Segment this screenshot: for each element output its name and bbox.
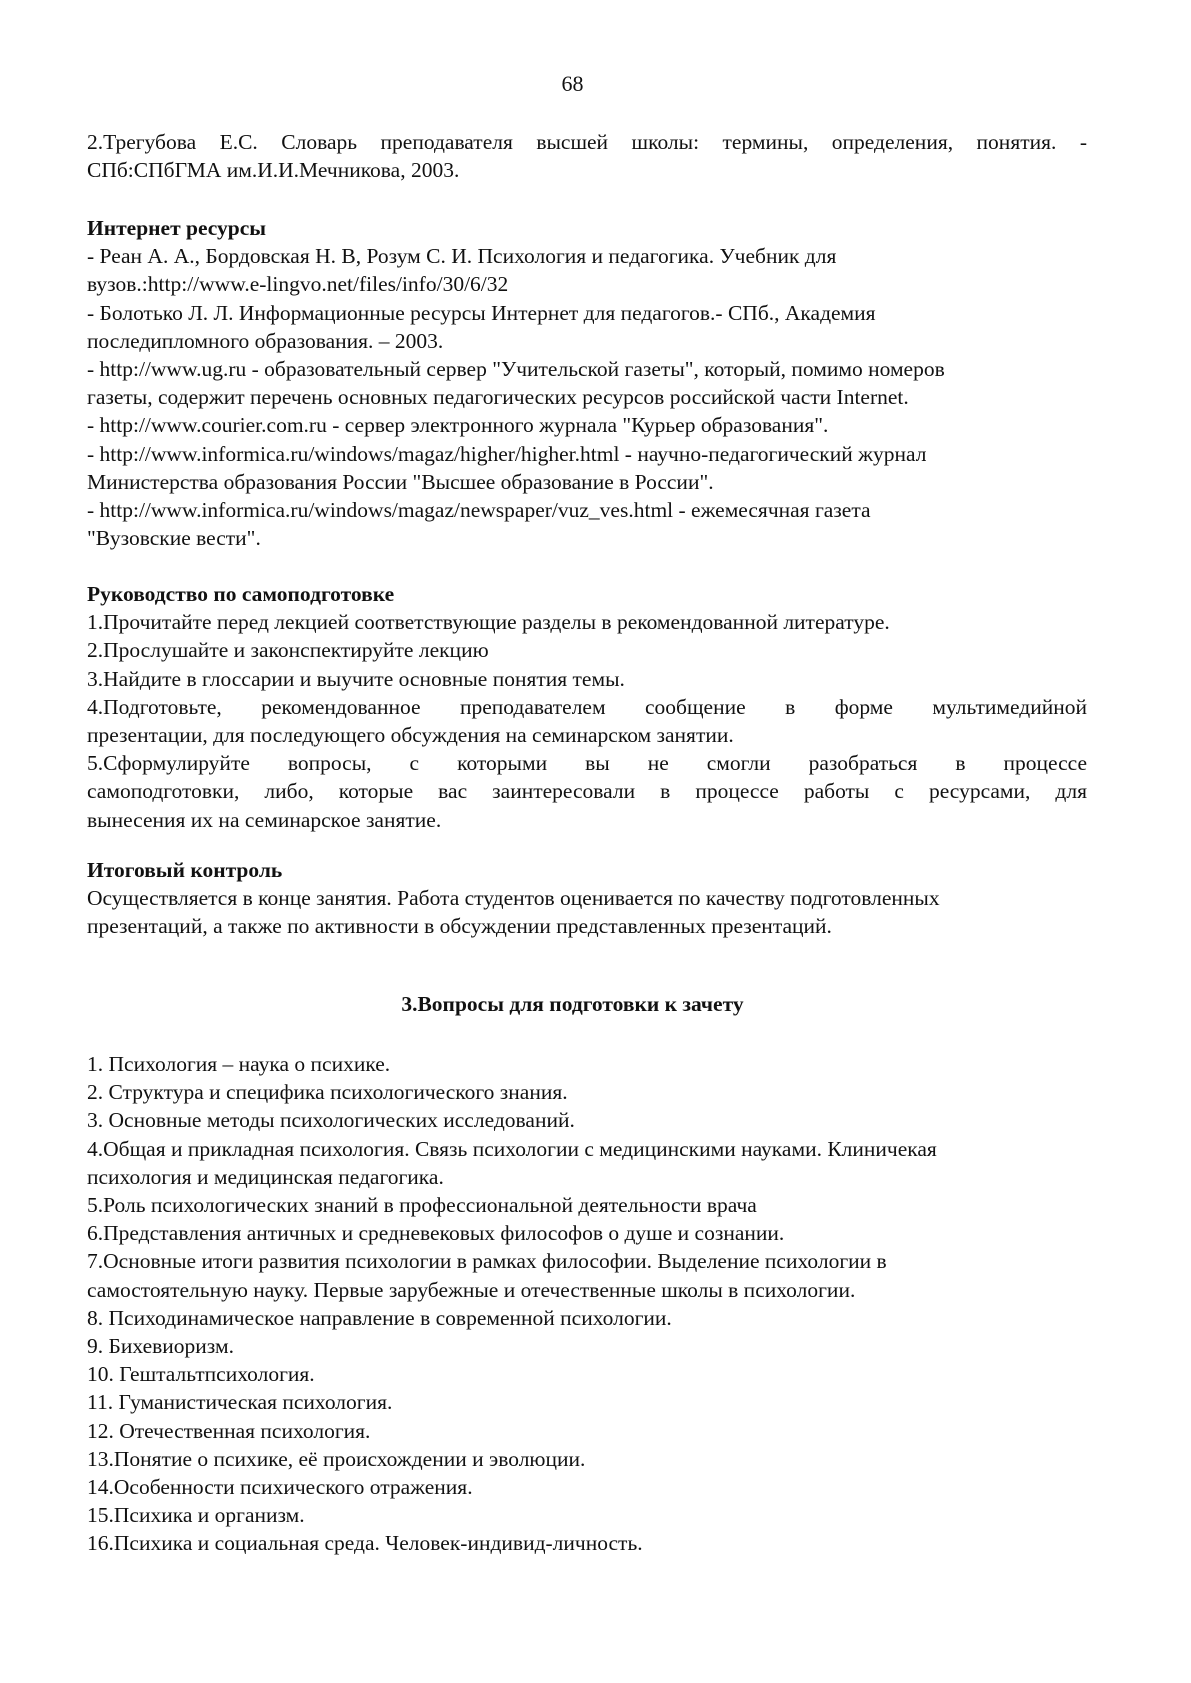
- internet-line: - http://www.informica.ru/windows/magaz/newspaper/vuz_ves.html - ежемесячная газета: [87, 498, 871, 523]
- question-line: 14.Особенности психического отражения.: [87, 1475, 473, 1500]
- internet-line: - Болотько Л. Л. Информационные ресурсы Интернет для педагогов.- СПб., Академия: [87, 300, 876, 325]
- question-line: 9. Бихевиоризм.: [87, 1334, 234, 1359]
- question-line: 2. Структура и специфика психологического знания.: [87, 1080, 568, 1105]
- internet-line: - http://www.courier.com.ru - сервер электронного журнала "Курьер образования".: [87, 413, 829, 438]
- questions-list: [87, 1050, 1087, 1558]
- self-preparation-section: [87, 580, 1087, 834]
- question-line: 12. Отечественная психология.: [87, 1418, 371, 1443]
- question-line: 5.Роль психологических знаний в профессиональной деятельности врача: [87, 1193, 757, 1218]
- literature-item: [87, 128, 1087, 184]
- internet-resources-heading: Интернет ресурсы: [87, 216, 267, 240]
- internet-line: Министерства образования России "Высшее образование в России".: [87, 469, 714, 494]
- internet-line: последипломного образования. – 2003.: [87, 328, 444, 353]
- literature-line: СПб:СПбГМА им.И.И.Мечникова, 2003.: [87, 158, 460, 183]
- internet-line: - Реан А. А., Бордовская Н. В, Розум С. И. Психология и педагогика. Учебник для: [87, 244, 837, 269]
- question-line: 7.Основные итоги развития психологии в рамках философии. Выделение психологии в: [87, 1249, 887, 1274]
- internet-line: газеты, содержит перечень основных педагогических ресурсов российской части Internet.: [87, 385, 909, 410]
- self-prep-line: вынесения их на семинарское занятие.: [87, 807, 442, 832]
- internet-line: "Вузовские вести".: [87, 526, 261, 551]
- question-line: 16.Психика и социальная среда. Человек-индивид-личность.: [87, 1531, 643, 1556]
- final-control-line: презентаций, а также по активности в обсуждении представленных презентаций.: [87, 914, 832, 939]
- internet-line: - http://www.ug.ru - образовательный сервер "Учительской газеты", который, помимо номеров: [87, 357, 945, 382]
- question-line: 4.Общая и прикладная психология. Связь психологии с медицинскими науками. Клиничекая: [87, 1136, 937, 1161]
- question-line: 15.Психика и организм.: [87, 1503, 305, 1528]
- final-control-line: Осуществляется в конце занятия. Работа студентов оценивается по качеству подготовленных: [87, 886, 940, 911]
- question-line: 8. Психодинамическое направление в современной психологии.: [87, 1305, 672, 1330]
- question-line: 11. Гуманистическая психология.: [87, 1390, 393, 1415]
- self-preparation-heading: Руководство по самоподготовке: [87, 582, 395, 606]
- self-prep-line: 4.Подготовьте, рекомендованное преподавателем сообщение в форме мультимедийной: [87, 694, 1087, 719]
- self-prep-line: 5.Сформулируйте вопросы, с которыми вы не смогли разобраться в процессе: [87, 751, 1087, 776]
- internet-resources-section: [87, 214, 1087, 552]
- self-prep-line: 3.Найдите в глоссарии и выучите основные понятия темы.: [87, 666, 625, 691]
- page-number: 68: [561, 71, 584, 96]
- question-line: психология и медицинская педагогика.: [87, 1164, 444, 1189]
- final-control-section: [87, 856, 1087, 941]
- question-line: 13.Понятие о психике, её происхождении и эволюции.: [87, 1446, 586, 1471]
- question-line: самостоятельную науку. Первые зарубежные и отечественные школы в психологии.: [87, 1277, 856, 1302]
- questions-heading: 3.Вопросы для подготовки к зачету: [401, 992, 744, 1016]
- internet-line: - http://www.informica.ru/windows/magaz/higher/higher.html - научно-педагогический журнал: [87, 441, 927, 466]
- literature-line: 2.Трегубова Е.С. Словарь преподавателя высшей школы: термины, определения, понятия. -: [87, 130, 1087, 154]
- self-prep-line: самоподготовки, либо, которые вас заинтересовали в процессе работы с ресурсами, для: [87, 779, 1087, 804]
- question-line: 6.Представления античных и средневековых философов о душе и сознании.: [87, 1221, 785, 1246]
- question-line: 3. Основные методы психологических исследований.: [87, 1108, 575, 1133]
- self-prep-line: презентации, для последующего обсуждения на семинарском занятии.: [87, 723, 734, 748]
- self-prep-line: 1.Прочитайте перед лекцией соответствующие разделы в рекомендованной литературе.: [87, 610, 890, 635]
- final-control-heading: Итоговый контроль: [87, 858, 283, 882]
- self-prep-line: 2.Прослушайте и законспектируйте лекцию: [87, 638, 489, 663]
- question-line: 1. Психология – наука о психике.: [87, 1052, 391, 1076]
- internet-line: вузов.:http://www.e-lingvo.net/files/info/30/6/32: [87, 272, 509, 297]
- question-line: 10. Гештальтпсихология.: [87, 1362, 315, 1387]
